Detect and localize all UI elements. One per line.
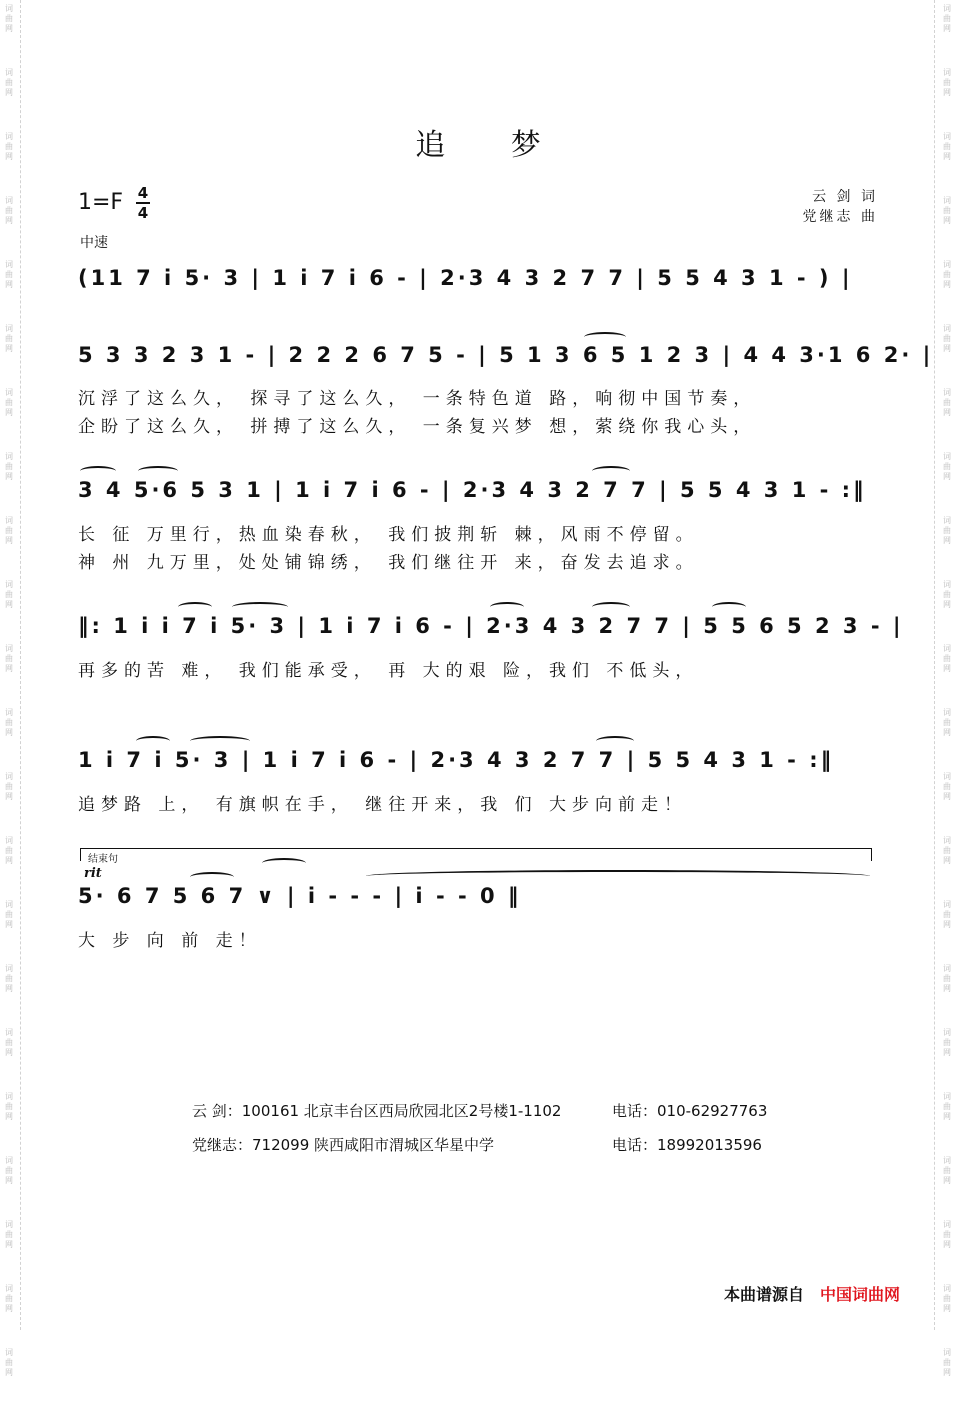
watermark-text: 词 曲 网 (943, 324, 951, 353)
tie-mark (712, 602, 746, 612)
notation-line-3: 3 4 5·6 5 3 1 | 1 i 7 i 6 - | 2·3 4 3 2 7 7 | 5 5 4 3 1 - :‖ (78, 478, 867, 502)
watermark-text: 词 曲 网 (5, 964, 13, 993)
ending-lyrics: 大 步 向 前 走！ (78, 931, 262, 951)
contact-composer-phone: 电话：18992013596 (612, 1136, 762, 1154)
watermark-text: 词 曲 网 (943, 1156, 951, 1185)
watermark-text: 词 曲 网 (943, 644, 951, 673)
composer-credit: 党继志 曲 (802, 209, 878, 225)
watermark-text: 词 曲 网 (943, 68, 951, 97)
long-tie-mark (366, 870, 870, 882)
watermark-text: 词 曲 网 (5, 260, 13, 289)
lyricist-credit: 云 剑 词 (812, 189, 878, 205)
contact-lyricist-phone: 电话：010-62927763 (612, 1102, 768, 1120)
left-watermark (2, 0, 16, 1377)
watermark-text: 词 曲 网 (943, 708, 951, 737)
watermark-text: 词 曲 网 (943, 772, 951, 801)
source-site-link[interactable]: 中国词曲网 (820, 1285, 901, 1304)
ending-bracket (80, 848, 872, 861)
lyric-line-5: 追梦路 上， 有旗帜在手， 继往开来，我 们 大步向前走！ (78, 795, 688, 815)
contact-composer-address: 党继志：712099 陕西咸阳市渭城区华星中学 (192, 1136, 495, 1154)
notation-line-4: ‖: 1 i i 7 i 5· 3 | 1 i 7 i 6 - | 2·3 4 3 2 7 7 | 5 5 6 5 2 3 - | (78, 614, 904, 638)
watermark-text: 词 曲 网 (943, 580, 951, 609)
watermark-text: 词 曲 网 (943, 1220, 951, 1249)
notation-line-5: 1 i 7 i 5· 3 | 1 i 7 i 6 - | 2·3 4 3 2 7 7 | 5 5 4 3 1 - :‖ (78, 748, 835, 772)
watermark-text: 词 曲 网 (5, 900, 13, 929)
ending-label: 结束句 (88, 854, 118, 865)
contact-lyricist (192, 1100, 768, 1121)
song-title: 追 梦 (415, 128, 569, 163)
lyric-line-2b: 企盼了这么久， 拼搏了这么久， 一条复兴梦 想，萦绕你我心头， (78, 417, 757, 437)
watermark-text: 词 曲 网 (5, 68, 13, 97)
tie-mark (190, 736, 250, 746)
tie-mark (138, 466, 178, 476)
watermark-text: 词 曲 网 (5, 196, 13, 225)
watermark-text: 词 曲 网 (5, 1156, 13, 1185)
watermark-text: 词 曲 网 (943, 964, 951, 993)
source-prefix: 本曲谱源自 (724, 1285, 805, 1304)
lyric-line-3a: 长 征 万里行，热血染春秋， 我们披荆斩 棘，风雨不停留。 (78, 525, 699, 545)
watermark-text: 词 曲 网 (5, 1220, 13, 1249)
tie-mark (584, 332, 626, 342)
tie-mark (592, 466, 630, 476)
watermark-text: 词 曲 网 (5, 452, 13, 481)
watermark-text: 词 曲 网 (5, 772, 13, 801)
watermark-text: 词 曲 网 (5, 580, 13, 609)
tie-mark (596, 736, 634, 746)
watermark-text: 词 曲 网 (5, 1284, 13, 1313)
watermark-text: 词 曲 网 (5, 388, 13, 417)
watermark-text: 词 曲 网 (943, 1284, 951, 1313)
tie-mark (190, 872, 234, 882)
watermark-text: 词 曲 网 (943, 1348, 951, 1377)
right-edge-line (934, 0, 935, 1330)
right-watermark (940, 0, 954, 1377)
watermark-text: 词 曲 网 (5, 1092, 13, 1121)
notation-line-2: 5 3 3 2 3 1 - | 2 2 2 6 7 5 - | 5 1 3 6 5 1 2 3 | 4 4 3·1 6 2· | (78, 343, 934, 367)
watermark-text: 词 曲 网 (943, 516, 951, 545)
notation-line-1: (11 7 i 5· 3 | 1 i 7 i 6 - | 2·3 4 3 2 7 7 | 5 5 4 3 1 - ) | (78, 266, 853, 290)
watermark-text: 词 曲 网 (5, 1028, 13, 1057)
lyric-line-3b: 神 州 九万里，处处铺锦绣， 我们继往开 来，奋发去追求。 (78, 553, 699, 573)
watermark-text: 词 曲 网 (943, 260, 951, 289)
tie-mark (80, 466, 116, 476)
ritardando-marking: rit (84, 866, 102, 881)
watermark-text: 词 曲 网 (943, 1028, 951, 1057)
tie-mark (592, 602, 630, 612)
contact-composer (192, 1134, 762, 1155)
watermark-text: 词 曲 网 (943, 836, 951, 865)
time-signature-bottom: 4 (137, 204, 149, 222)
watermark-text: 词 曲 网 (5, 4, 13, 33)
watermark-text: 词 曲 网 (5, 1348, 13, 1377)
time-signature (136, 186, 150, 221)
source-credit (724, 1282, 900, 1305)
tie-mark (490, 602, 524, 612)
key-signature: 1=F (78, 190, 124, 215)
watermark-text: 词 曲 网 (943, 900, 951, 929)
watermark-text: 词 曲 网 (5, 324, 13, 353)
watermark-text: 词 曲 网 (5, 708, 13, 737)
watermark-text: 词 曲 网 (943, 132, 951, 161)
tie-mark (232, 602, 288, 612)
watermark-text: 词 曲 网 (5, 644, 13, 673)
watermark-text: 词 曲 网 (943, 1092, 951, 1121)
watermark-text: 词 曲 网 (943, 452, 951, 481)
left-edge-line (20, 0, 21, 1330)
watermark-text: 词 曲 网 (5, 132, 13, 161)
watermark-text: 词 曲 网 (943, 4, 951, 33)
watermark-text: 词 曲 网 (5, 516, 13, 545)
tie-mark (178, 602, 212, 612)
tempo-marking: 中速 (80, 235, 108, 251)
time-signature-top: 4 (137, 184, 149, 202)
fermata-tie-mark (262, 858, 306, 868)
lyric-line-2a: 沉浮了这么久， 探寻了这么久， 一条特色道 路，响彻中国节奏， (78, 389, 757, 409)
ending-notation: 5· 6 7 5 6 7 ∨ | i - - - | i - - 0 ‖ (78, 884, 522, 908)
watermark-text: 词 曲 网 (943, 196, 951, 225)
watermark-text: 词 曲 网 (5, 836, 13, 865)
watermark-text: 词 曲 网 (943, 388, 951, 417)
contact-lyricist-address: 云 剑：100161 北京丰台区西局欣园北区2号楼1-1102 (192, 1102, 562, 1120)
lyric-line-4: 再多的苦 难， 我们能承受， 再 大的艰 险，我们 不低头， (78, 661, 699, 681)
tie-mark (136, 736, 170, 746)
